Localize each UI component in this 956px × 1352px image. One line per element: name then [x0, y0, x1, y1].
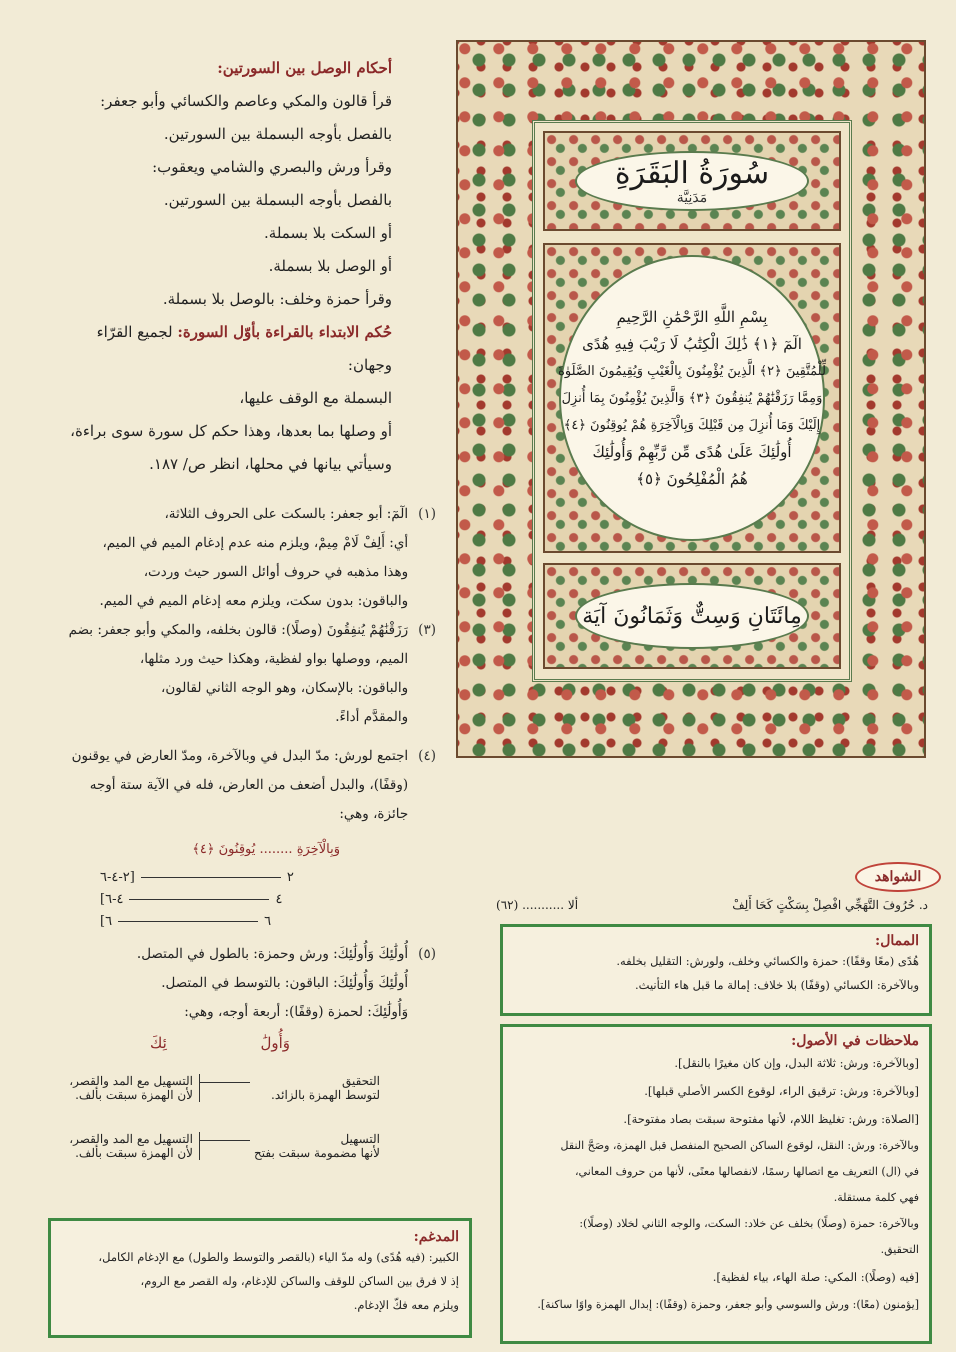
surah-title-cartouche — [575, 151, 809, 211]
diagram-row-left: ٢-٤-٦] — [100, 869, 135, 885]
diagram-row-left: [٦ — [100, 913, 113, 929]
diagram-1 — [100, 866, 340, 932]
surah-name: سُورَةُ البَقَرَةِ — [614, 155, 770, 191]
diagram-row-right: ٢ — [286, 869, 294, 885]
verse-count-cartouche — [575, 583, 809, 649]
footnote-number: (٤) — [418, 748, 436, 764]
diagram-2-head-right: وَأُولَٰ — [260, 1034, 290, 1052]
rule-line: وقرأ ورش والبصري والشامي ويعقوب: — [152, 158, 392, 176]
diagram-row — [100, 910, 340, 932]
shawahid-badge: الشواهد — [855, 862, 941, 892]
diagram-2-right-sub: لتوسط الهمزة بالزائد. — [271, 1088, 380, 1102]
footnote-line: (وقفًا)، والبدل أضعف من العارض، فله في الآية ستة أوجه — [89, 777, 409, 793]
verse-line: هُمُ الْمُفْلِحُونَ ﴿٥﴾ — [636, 469, 748, 488]
verse-line: وَمِمَّا رَزَقْنَٰهُمْ يُنفِقُونَ ﴿٣﴾ وَالَّذِينَ يُؤْمِنُونَ بِمَا أُنزِلَ — [561, 390, 823, 406]
footnote-line: والباقون: بدون سكت، ويلزم معه إدغام الميم في الميم. — [99, 593, 409, 609]
footnote-line: جائزة، وهي: — [339, 806, 409, 822]
rule-line: بالفصل بأوجه البسملة بين السورتين. — [163, 125, 392, 143]
box-line: [يؤمنون (معًا): ورش والسوسي وأبو جعفر، وحمزة (وقفًا): إبدال الهمزة واوًا ساكنة]. — [537, 1298, 919, 1311]
diagram-2-right: التسهيل — [340, 1132, 380, 1146]
footnote-line: والمقدَّم أداءً. — [335, 709, 409, 725]
imala-box — [500, 924, 932, 1016]
diagram-2-right: التحقيق — [341, 1074, 380, 1088]
diagram-1-label: وَبِالْآخِرَةِ ........ يُوقِنُونَ ﴿٤﴾ — [192, 842, 340, 857]
footnotes-block-2 — [16, 940, 436, 1027]
diagram-arrow — [129, 899, 269, 900]
box-line: [وبالآخرة: ورش: ترقيق الراء، لوقوع الكسر الأصلي قبلها]. — [644, 1084, 919, 1098]
usul-box — [500, 1024, 932, 1344]
verse-line: أُولَٰئِكَ عَلَىٰ هُدًى مِّن رَّبِّهِمْ وَأُولَٰئِكَ — [592, 442, 792, 461]
verse-line: لِّلْمُتَّقِينَ ﴿٢﴾ الَّذِينَ يُؤْمِنُونَ بِالْغَيْبِ وَيُقِيمُونَ الصَّلَوٰةَ — [558, 363, 826, 379]
poem-left: ألا ........... (٦٢) — [496, 898, 579, 912]
ornamental-frame — [456, 40, 926, 758]
verse-count-panel — [543, 563, 841, 669]
box-line: هُدًى (معًا وقفًا): حمزة والكسائي وخلف، ولورش: التقليل بخلفه. — [616, 954, 919, 968]
footnote-line: اجتمع لورش: مدّ البدل في وبالآخرة، ومدّ العارض في يوقنون — [71, 748, 409, 764]
verse-line: بِسْمِ اللَّهِ الرَّحْمَٰنِ الرَّحِيمِ — [616, 307, 768, 326]
diagram-2-left-sub: لأن الهمزة سبقت بألف. — [75, 1146, 193, 1160]
diagram-row-right: ٦ — [264, 913, 272, 929]
box-line: الكبير: (فيه هُدًى) وله مدّ الياء (بالقصر والتوسط والطول) مع الإدغام الكامل، — [98, 1250, 459, 1264]
diagram-2-left: التسهيل مع المد والقصر، — [69, 1074, 193, 1088]
rule-line: أو الوصل بلا بسملة. — [268, 257, 392, 275]
diagram-2-row — [60, 1132, 380, 1176]
diagram-2-arrow — [200, 1140, 250, 1141]
rule-line: البسملة مع الوقف عليها، — [239, 389, 392, 407]
box-line: [الصلاة: ورش: تغليظ اللام، لأنها مفتوحة سبقت بصاد مفتوحة]. — [623, 1112, 919, 1126]
footnote-line: أُولَٰئِكَ وَأُولَٰئِكَ: الباقون: بالتوسط في المتصل. — [161, 975, 409, 991]
footnote-number: (٥) — [418, 946, 436, 962]
diagram-2 — [60, 1034, 380, 1176]
footnote-line: والباقون: بالإسكان، وهو الوجه الثاني لقالون، — [161, 680, 409, 696]
box-line: إذ لا فرق بين الساكن للوقف والساكن للإدغام، وله القصر مع الروم، — [140, 1274, 459, 1288]
verse-line: إِلَيْكَ وَمَا أُنزِلَ مِن قَبْلِكَ وَبِالْآخِرَةِ هُمْ يُوقِنُونَ ﴿٤﴾ — [563, 417, 821, 433]
diagram-row-left: [٤-٦ — [100, 891, 124, 907]
footnote-number: (٣) — [418, 622, 436, 638]
section-heading-2 — [16, 316, 392, 349]
footnote-line: أي: أَلِفْ لَامْ مِيمْ، ويلزم منه عدم إدغام الميم في الميم، — [102, 535, 409, 551]
diagram-2-left: التسهيل مع المد والقصر، — [69, 1132, 193, 1146]
footnote-line: وهذا مذهبه في حروف أوائل السور حيث وردت، — [143, 564, 409, 580]
box-line: [وبالآخرة: ورش: ثلاثة البدل، وإن كان مغيرًا بالنقل]. — [674, 1056, 919, 1070]
surah-title-panel — [543, 131, 841, 231]
footnote-line: وَأُولَٰئِكَ: لحمزة (وقفًا): أربعة أوجه، وهي: — [184, 1004, 409, 1020]
box-line: التحقيق. — [880, 1243, 919, 1256]
footnote-line: الٓمٓ: أبو جعفر: بالسكت على الحروف الثلاثة، — [164, 506, 409, 522]
surah-type: مَدَنِيَّة — [676, 189, 708, 206]
rule-line: وسيأتي بيانها في محلها، انظر ص/ ١٨٧. — [149, 455, 392, 473]
diagram-2-head-left: ئِكَ — [150, 1034, 167, 1052]
shawahid-poem — [496, 898, 928, 912]
poem-right: د. حُرُوفَ التَّهَجِّي افْصِلْ بِسَكْتٍ كَحَا أَلِفْ — [732, 898, 928, 912]
box-line: [فيه (وصلًا): المكي: صلة الهاء، بياء لفظية]. — [712, 1270, 919, 1284]
box-line: وبالآخرة: حمزة (وصلًا) بخلف عن خلاد: السكت، والوجه الثاني لخلاد (وصلًا): — [579, 1217, 919, 1230]
box-line: ويلزم معه فكّ الإدغام. — [353, 1298, 459, 1312]
heading-2-label: حُكم الابتداء بالقراءة بأوّل السورة: — [177, 323, 392, 341]
rule-line: أو وصلها بما بعدها، وهذا حكم كل سورة سوى براءة، — [70, 422, 392, 440]
rules-column — [16, 52, 392, 481]
verse-count: مِائَتَانِ وَسِتٌّ وَثَمَانُونَ آيَة — [582, 603, 802, 629]
box-line: في (ال) التعريف مع اتصالها رسمًا، لانفصالها معنًى، لأنها من حروف المعاني، — [574, 1165, 919, 1178]
footnote — [16, 500, 436, 616]
footnotes-block-1 — [16, 500, 436, 829]
heading-2-tail: لجميع القرّاء — [96, 323, 173, 341]
diagram-2-right-sub: لأنها مضمومة سبقت بفتح — [254, 1146, 380, 1160]
footnote-line: رَزَقْنَٰهُمْ يُنفِقُونَ (وصلًا): قالون بخلفه، والمكي وأبو جعفر: بضم — [68, 622, 409, 638]
rule-line: أو السكت بلا بسملة. — [264, 224, 392, 242]
diagram-2-row — [60, 1074, 380, 1118]
footnote — [16, 616, 436, 732]
rule-line: قرأ قالون والمكي وعاصم والكسائي وأبو جعفر: — [100, 92, 392, 110]
rule-line: بالفصل بأوجه البسملة بين السورتين. — [163, 191, 392, 209]
diagram-2-left-sub: لأن الهمزة سبقت بألف. — [75, 1088, 193, 1102]
verses-oval — [559, 255, 825, 541]
mudgham-box — [48, 1218, 472, 1338]
box-title: المدغم: — [413, 1229, 459, 1245]
footnote — [16, 742, 436, 829]
section-heading: أحكام الوصل بين السورتين: — [217, 59, 392, 77]
diagram-arrow — [118, 921, 258, 922]
diagram-row — [100, 866, 340, 888]
diagram-row-right: ٤ — [275, 891, 283, 907]
verses-panel — [543, 243, 841, 553]
rule-line: وجهان: — [347, 356, 392, 374]
box-title: ملاحظات في الأصول: — [791, 1033, 919, 1049]
footnote — [16, 940, 436, 1027]
diagram-2-head — [60, 1034, 380, 1052]
rule-line: وقرأ حمزة وخلف: بالوصل بلا بسملة. — [162, 290, 392, 308]
diagram-arrow — [141, 877, 281, 878]
box-title: الممال: — [875, 933, 919, 949]
box-line: وبالآخرة: الكسائي (وقفًا) بلا خلاف: إمالة ما قبل هاء التأنيث. — [635, 978, 919, 992]
diagram-row — [100, 888, 340, 910]
diagram-2-arrow — [200, 1082, 250, 1083]
footnote-line: الميم، ووصلها بواو لفظية، وهكذا حيث ورد مثلها، — [139, 651, 409, 667]
footnote-line: أُولَٰئِكَ وَأُولَٰئِكَ: ورش وحمزة: بالطول في المتصل. — [136, 946, 409, 962]
box-line: فهي كلمة مستقلة. — [833, 1191, 919, 1204]
box-line: وبالآخرة: ورش: النقل، لوقوع الساكن الصحيح المنفصل قبل الهمزة، وصَحَّ النقل — [560, 1139, 919, 1152]
verse-line: الٓمٓ ﴿١﴾ ذَٰلِكَ الْكِتَٰبُ لَا رَيْبَ فِيهِ هُدًى — [582, 334, 802, 353]
footnote-number: (١) — [418, 506, 436, 522]
frame-inner — [532, 120, 852, 682]
